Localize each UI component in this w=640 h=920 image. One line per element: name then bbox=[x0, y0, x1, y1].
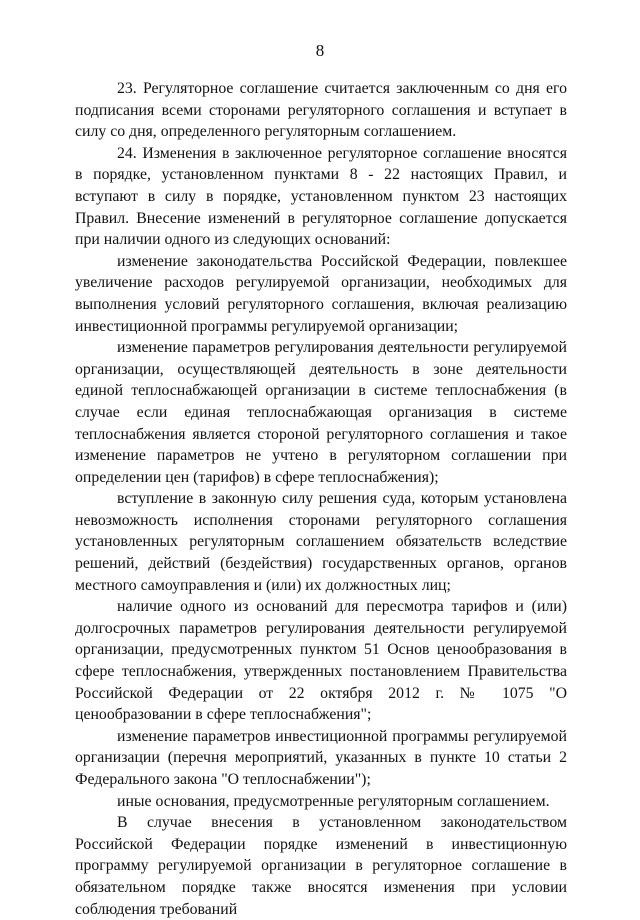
ground-tariff-revision: наличие одного из оснований для пересмотра тарифов и (или) долгосрочных параметров регулирования деятельности регулируемой организации, предусмотренных пунктом 51 Основ ценообразования в сфере теплоснабжения, утвержденных постановлением Правительства Российской Федерации от 22 октября 2012 г. № 1075 "О ценообразовании в сфере теплоснабжения"; bbox=[75, 598, 567, 724]
paragraph-24: 24. Изменения в заключенное регуляторное соглашение вносятся в порядке, установленном пунктами 8 - 22 настоящих Правил, и вступают в силу в порядке, установленном пунктом 23 настоящих Правил. Внесение изменений в регуляторное соглашение допускается при наличии одного из следующих оснований: bbox=[75, 144, 567, 249]
paragraph-investment-program-amendment: В случае внесения в установленном законодательством Российской Федерации порядке изменений в инвестиционную программу регулируемой организации в регуляторное соглашение в обязательном порядке также вносятся изменения при условии соблюдения требований bbox=[75, 814, 567, 918]
ground-court-decision: вступление в законную силу решения суда, которым установлена невозможность исполнения сторонами регуляторного соглашения установленных регуляторным соглашением обязательств вследствие решений, действий (бездействия) государственных органов, органов местного самоуправления и (или) их должностных лиц; bbox=[75, 490, 567, 594]
document-body bbox=[75, 78, 567, 920]
ground-investment-program-change: изменение параметров инвестиционной программы регулируемой организации (перечня мероприятий, указанных в пункте 10 статьи 2 Федерального закона "О теплоснабжении"); bbox=[75, 727, 567, 788]
page-number: 8 bbox=[315, 41, 325, 60]
paragraph-23: 23. Регуляторное соглашение считается заключенным со дня его подписания всеми сторонами регуляторного соглашения и вступает в силу со дня, определенного регуляторным соглашением. bbox=[75, 80, 567, 141]
ground-legislation-change: изменение законодательства Российской Федерации, повлекшее увеличение расходов регулируемой организации, необходимых для выполнения условий регуляторного соглашения, включая реализацию инвестиционной программы регулируемой организации; bbox=[75, 252, 567, 335]
ground-other: иные основания, предусмотренные регуляторным соглашением. bbox=[117, 792, 550, 810]
ground-regulation-parameters-change: изменение параметров регулирования деятельности регулируемой организации, осуществляющей деятельность в зоне деятельности единой теплоснабжающей организации в системе теплоснабжения (в случае если единая теплоснабжающая организация в системе теплоснабжения является стороной регуляторного соглашения и такое изменение параметров не учтено в регуляторном соглашении при определении цен (тарифов) в сфере теплоснабжения); bbox=[75, 339, 567, 486]
